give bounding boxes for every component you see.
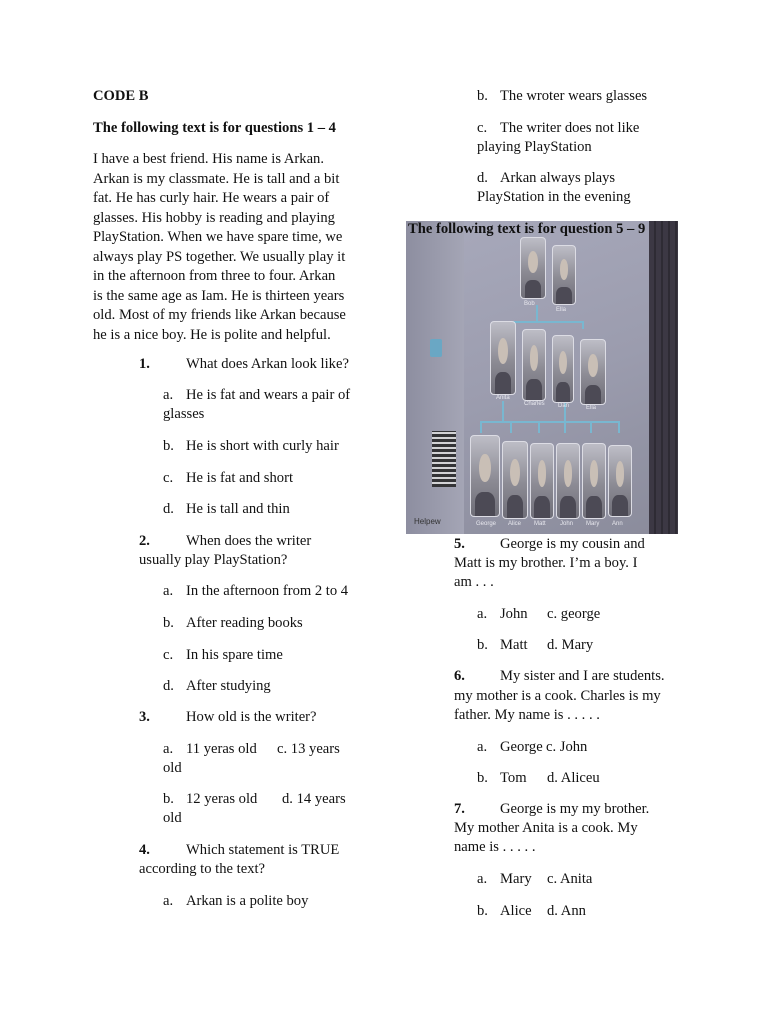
passage-line: I have a best friend. His name is Arkan. [93, 151, 324, 167]
option-wrap: old [163, 760, 182, 776]
question-number: 4. [139, 842, 150, 858]
passage-line: in the afternoon from three to four. Arkan [93, 268, 336, 284]
photo-grandmother [552, 245, 576, 305]
option-d[interactable]: d. Aliceu [547, 770, 600, 786]
photo-anita [490, 321, 516, 395]
name-label: John [560, 521, 574, 527]
tab-marker [430, 339, 442, 357]
question-text-cont: am . . . [454, 574, 494, 590]
option-b[interactable]: b. 12 yeras old [163, 791, 258, 807]
option-a[interactable]: a. Arkan is a polite boy [163, 893, 309, 909]
option-a[interactable]: a. In the afternoon from 2 to 4 [163, 583, 349, 599]
option-c[interactable]: c. 13 years [277, 741, 340, 757]
qr-code-icon [432, 431, 456, 487]
option-c[interactable]: c. In his spare time [163, 647, 283, 663]
option-a[interactable]: a. John [477, 606, 528, 622]
passage-line: fat. He has curly hair. He wears a pair of [93, 190, 330, 206]
question-text-cont: name is . . . . . [454, 839, 536, 855]
option-c[interactable]: c. Anita [547, 871, 593, 887]
name-label: Matt [534, 521, 546, 527]
question-text: George is my my brother. [500, 801, 650, 817]
passage-line: is the same age as Iam. He is thirteen years [93, 287, 345, 304]
option-d[interactable]: d. Arkan always plays [477, 170, 616, 186]
option-a[interactable]: a. Mary [477, 871, 532, 887]
option-a[interactable]: a. He is fat and wears a pair of [163, 387, 351, 403]
question-text-cont: usually play PlayStation? [139, 552, 288, 568]
question-number: 5. [454, 536, 465, 552]
passage-line: glasses. His hobby is reading and playing [93, 209, 335, 226]
option-b[interactable]: b. After reading books [163, 615, 303, 631]
option-c[interactable]: c. He is fat and short [163, 470, 293, 486]
option-a[interactable]: a. 11 yeras old [163, 741, 257, 757]
question-text: My sister and I are students. [500, 668, 665, 684]
question-text: Which statement is TRUE [186, 842, 340, 858]
question-number: 6. [454, 668, 465, 684]
book-corner-text: Helpew [414, 517, 441, 526]
question-text-cont: father. My name is . . . . . [454, 707, 600, 723]
option-b[interactable]: b. He is short with curly hair [163, 438, 339, 454]
question-number: 1. [139, 356, 150, 372]
photo-ann [608, 445, 632, 517]
intro-questions-1-4: The following text is for questions 1 – 4 [93, 120, 336, 136]
name-label: Charles [524, 401, 545, 407]
question-text: George is my cousin and [500, 536, 645, 552]
photo-grandfather [520, 237, 546, 299]
question-text-cont: My mother Anita is a cook. My [454, 820, 638, 836]
photo-dan [552, 335, 574, 403]
name-label: Ella [556, 307, 567, 313]
question-number: 7. [454, 801, 465, 817]
photo-ella [580, 339, 606, 405]
name-label: Ann [612, 521, 623, 527]
question-text-cont: Matt is my brother. I’m a boy. I [454, 555, 638, 571]
option-d[interactable]: d. Mary [547, 637, 594, 653]
passage-line: old. Most of my friends like Arkan because [93, 307, 346, 323]
name-label: George [476, 521, 497, 527]
name-label: Mary [586, 521, 600, 527]
option-d[interactable]: d. Ann [547, 903, 586, 919]
name-label: Bob [524, 301, 535, 307]
passage-line: Arkan is my classmate. He is tall and a bit [93, 170, 340, 187]
question-text: How old is the writer? [186, 709, 317, 725]
option-c[interactable]: c. The writer does not like [477, 120, 640, 136]
name-label: Dan [558, 403, 570, 409]
name-label: Alice [508, 521, 522, 527]
option-d[interactable]: d. He is tall and thin [163, 501, 290, 517]
passage-line: always play PS together. We usually play it [93, 248, 346, 265]
reading-passage [93, 150, 373, 345]
question-text-cont: my mother is a cook. Charles is my [454, 688, 661, 704]
option-b[interactable]: b. Tom [477, 770, 527, 786]
question-number: 3. [139, 709, 150, 725]
option-d[interactable]: d. After studying [163, 678, 271, 694]
option-d-cont: PlayStation in the evening [477, 189, 631, 205]
photo-charles [522, 329, 546, 401]
option-c[interactable]: c. John [546, 739, 588, 755]
question-text: When does the writer [186, 533, 312, 549]
intro-questions-5-9: The following text is for question 5 – 9 [408, 221, 646, 237]
option-c[interactable]: c. george [547, 606, 601, 622]
option-d[interactable]: d. 14 years [282, 791, 346, 807]
option-b[interactable]: b. The wroter wears glasses [477, 88, 648, 104]
passage-line: PlayStation. When we have spare time, we [93, 229, 343, 245]
code-heading: CODE B [93, 88, 149, 104]
question-number: 2. [139, 533, 150, 549]
question-text-cont: according to the text? [139, 861, 266, 877]
photo-mary [582, 443, 606, 519]
photo-george [470, 435, 500, 517]
option-a[interactable]: a. George [477, 739, 543, 755]
name-label: Ella [586, 405, 597, 411]
question-text: What does Arkan look like? [186, 356, 349, 372]
family-tree-photo [406, 221, 678, 534]
option-b[interactable]: b. Matt [477, 637, 528, 653]
option-c-cont: playing PlayStation [477, 139, 592, 155]
name-label: Anita [496, 395, 510, 401]
option-wrap: old [163, 810, 182, 826]
option-a-cont: glasses [163, 406, 205, 422]
photo-matt [530, 443, 554, 519]
photo-john [556, 443, 580, 519]
photo-alice [502, 441, 528, 519]
passage-line: he is a nice boy. He is polite and helpful. [93, 326, 331, 343]
option-b[interactable]: b. Alice [477, 903, 532, 919]
